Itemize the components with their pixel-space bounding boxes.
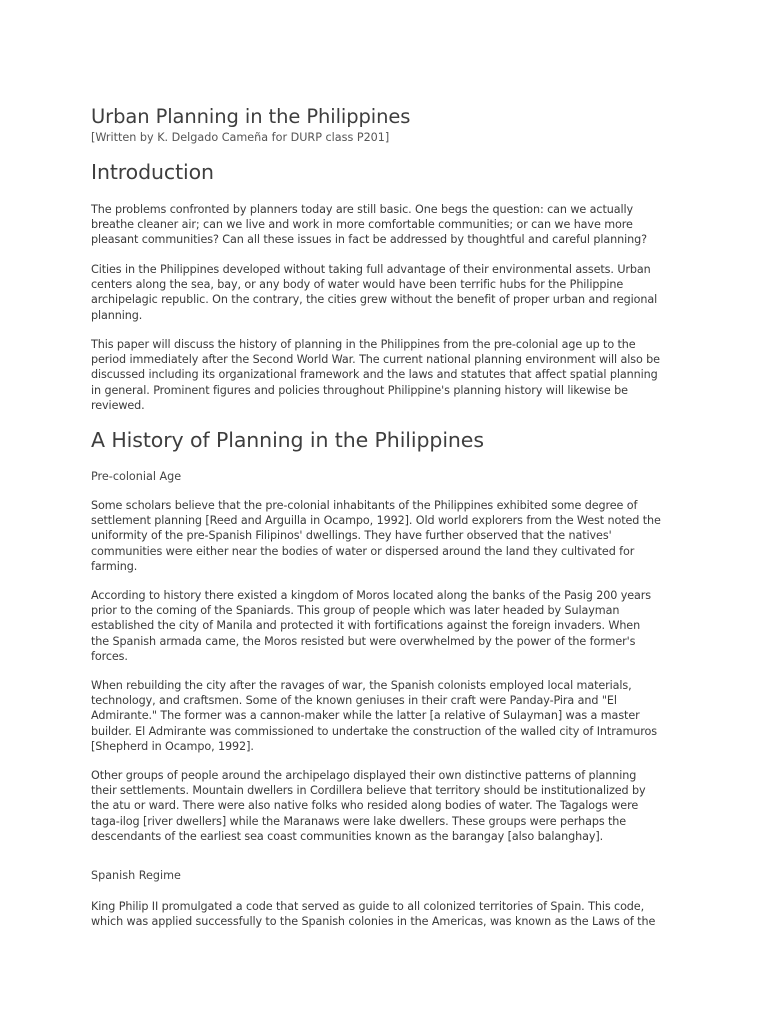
intro-paragraph-2: Cities in the Philippines developed without taking full advantage of their environmental assets. Urban centers along the sea, bay, or any body of water would have been terrific hubs for the Philippine archipelagic republic. On the contrary, the cities grew without the benefit of proper urban and regional planning. xyxy=(91,263,658,322)
intro-paragraph-1: The problems confronted by planners today are still basic. One begs the question: can we actually breathe cleaner air; can we live and work in more comfortable communities; or can we have more pleasant communities? Can all these issues in fact be addressed by thoughtful and careful planning? xyxy=(91,203,647,247)
precolonial-paragraph-3: When rebuilding the city after the ravages of war, the Spanish colonists employed local materials, technology, and craftsmen. Some of the known geniuses in their craft were Panday-Pira and "El Admirante." The former was a cannon-maker while the latter [a relative of Sulayman] was a master builder. El Admirante was commissioned to undertake the construction of the walled city of Intramuros [Shepherd in Ocampo, 1992]. xyxy=(91,679,657,753)
heading-introduction: Introduction xyxy=(91,160,214,184)
spanish-paragraph-1: King Philip II promulgated a code that served as guide to all colonized territories of Spain. This code, which was applied successfully to the Spanish colonies in the Americas, was known as the Laws of the xyxy=(91,900,656,929)
document-title: Urban Planning in the Philippines xyxy=(91,105,411,128)
subheading-spanish-regime: Spanish Regime xyxy=(91,869,181,882)
precolonial-paragraph-2: According to history there existed a kingdom of Moros located along the banks of the Pasig 200 years prior to the coming of the Spaniards. This group of people which was later headed by Sulayman established the city of Manila and protected it with fortifications against the foreign invaders. When the Spanish armada came, the Moros resisted but were overwhelmed by the power of the former's forces. xyxy=(91,589,652,663)
intro-paragraph-3: This paper will discuss the history of planning in the Philippines from the pre-colonial age up to the period immediately after the Second World War. The current national planning environment will also be discussed including its organizational framework and the laws and statutes that affect spatial planning in general. Prominent figures and policies throughout Philippine's planning history will likewise be reviewed. xyxy=(91,338,660,412)
document-byline: [Written by K. Delgado Cameña for DURP class P201] xyxy=(91,131,390,144)
precolonial-paragraph-4: Other groups of people around the archipelago displayed their own distinctive patterns of planning their settlements. Mountain dwellers in Cordillera believe that territory should be institutionalized by the atu or ward. There were also native folks who resided along bodies of water. The Tagalogs were taga-ilog [river dwellers] while the Maranaws were lake dwellers. These groups were perhaps the descendants of the earliest sea coast communities known as the barangay [also balanghay]. xyxy=(91,769,646,843)
subheading-pre-colonial: Pre-colonial Age xyxy=(91,470,182,483)
heading-history: A History of Planning in the Philippines xyxy=(91,428,484,452)
precolonial-paragraph-1: Some scholars believe that the pre-colonial inhabitants of the Philippines exhibited some degree of settlement planning [Reed and Arguilla in Ocampo, 1992]. Old world explorers from the West noted the uniformity of the pre-Spanish Filipinos' dwellings. They have further observed that the natives' communities were either near the bodies of water or dispersed around the land they cultivated for farming. xyxy=(91,499,661,573)
